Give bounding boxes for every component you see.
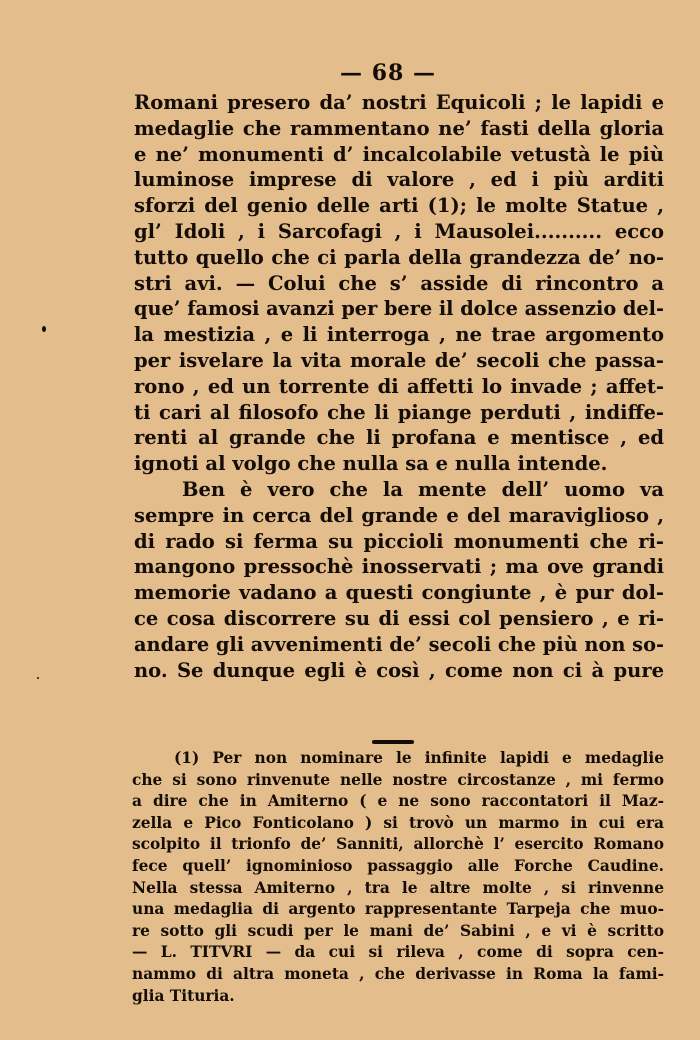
- text-line: la mestizia , e li interroga , ne trae argomento: [134, 323, 664, 347]
- text-line: renti al grande che li profana e mentisce , ed: [134, 426, 664, 450]
- text-line: medaglie che rammentano ne’ fasti della gloria: [134, 116, 664, 140]
- ink-speck: [42, 326, 46, 332]
- text-line: gl’ Idoli , i Sarcofagi , i Mausolei.......... ecco: [134, 219, 664, 243]
- paragraph-end-line: ignoti al volgo che nulla sa e nulla intende.: [134, 452, 608, 476]
- text-line: andare gli avvenimenti de’ secoli che più non so-: [134, 632, 664, 656]
- text-line: no. Se dunque egli è così , come non ci à pure: [134, 658, 664, 682]
- footnote-line: che si sono rinvenute nelle nostre circostanze , mi fermo: [132, 770, 664, 789]
- text-line: per isvelare la vita morale de’ secoli che passa-: [134, 348, 664, 372]
- text-line: ce cosa discorrere su di essi col pensiero , e ri-: [134, 606, 664, 630]
- text-line: mangono pressochè inosservati ; ma ove grandi: [134, 555, 664, 579]
- ink-speck: [37, 677, 39, 679]
- footnote-line: Nella stessa Amiterno , tra le altre molte , si rinvenne: [132, 878, 664, 897]
- footnote-line: — L. TITVRI — da cui si rileva , come di sopra cen-: [132, 943, 664, 962]
- footnote-separator: [372, 740, 414, 744]
- text-line: Romani presero da’ nostri Equicoli ; le lapidi e: [134, 91, 664, 114]
- text-line: sempre in cerca del grande e del maraviglioso ,: [134, 503, 664, 527]
- text-line: sforzi del genio delle arti (1); le molte Statue ,: [134, 194, 664, 218]
- text-line: stri avi. — Colui che s’ asside di rincontro a: [134, 271, 664, 295]
- text-line: que’ famosi avanzi per bere il dolce assenzio del-: [134, 297, 664, 321]
- page-number: — 68 —: [340, 60, 436, 86]
- footnote-line: una medaglia di argento rappresentante Tarpeja che muo-: [132, 900, 664, 919]
- text-line: memorie vadano a questi congiunte , è pur dol-: [134, 581, 664, 605]
- footnote-line: re sotto gli scudi per le mani de’ Sabini , e vi è scritto: [132, 921, 664, 940]
- footnote-line: zella e Pico Fonticolano ) si trovò un marmo in cui era: [132, 813, 664, 832]
- footnote-line: nammo di altra moneta , che derivasse in Roma la fami-: [132, 964, 664, 983]
- footnote-line: (1) Per non nominare le infinite lapidi e medaglie: [174, 749, 664, 767]
- text-line: ti cari al filosofo che li piange perduti , indiffe-: [134, 400, 664, 424]
- text-line: rono , ed un torrente di affetti lo invade ; affet-: [134, 374, 664, 398]
- paragraph-start-line: Ben è vero che la mente dell’ uomo va: [182, 477, 664, 501]
- footnote-line: a dire che in Amiterno ( e ne sono raccontatori il Maz-: [132, 792, 664, 811]
- text-line: di rado si ferma su piccioli monumenti che ri-: [134, 529, 664, 553]
- text-line: tutto quello che ci parla della grandezza de’ no-: [134, 245, 664, 269]
- ink-speck: [410, 742, 412, 744]
- footnote: [132, 748, 664, 1007]
- text-line: e ne’ monumenti d’ incalcolabile vetustà le più: [134, 142, 664, 166]
- footnote-line: glia Tituria.: [132, 986, 235, 1005]
- footnote-line: scolpito il trionfo de’ Sanniti, allorchè l’ esercito Romano: [132, 835, 664, 854]
- footnote-line: fece quell’ ignominioso passaggio alle Forche Caudine.: [132, 856, 664, 875]
- main-text: [134, 90, 664, 683]
- text-line: luminose imprese di valore , ed i più arditi: [134, 168, 664, 192]
